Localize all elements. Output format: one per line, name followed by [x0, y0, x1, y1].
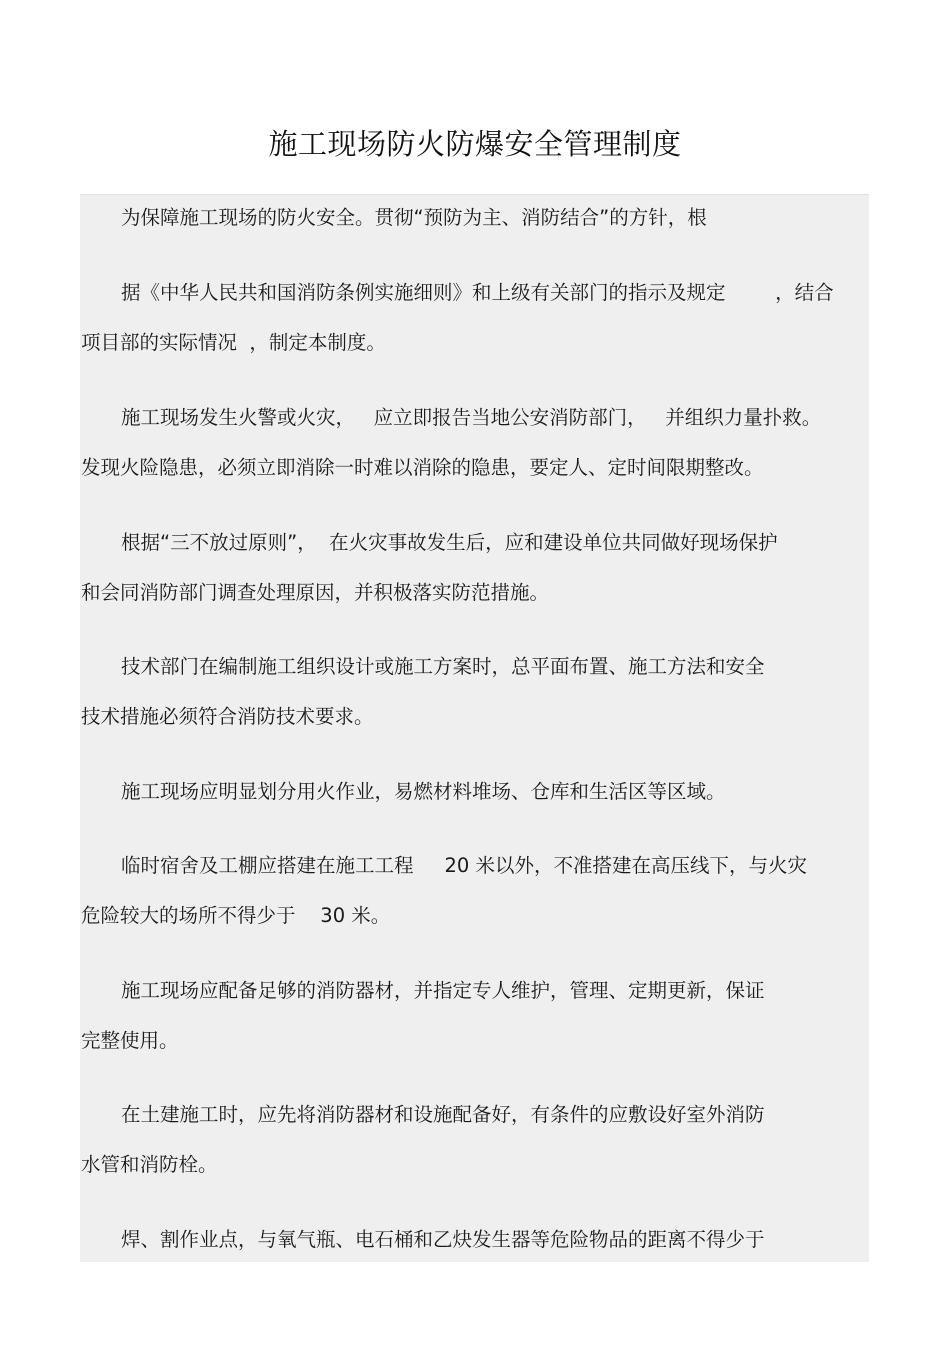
paragraph-line: 危险较大的场所不得少于 30 米。 — [81, 904, 391, 927]
paragraph-line: 施工现场发生火警或火灾， 应立即报告当地公安消防部门， 并组织力量扑救。 — [121, 406, 822, 429]
paragraph-line: 根据“三不放过原则”， 在火灾事故发生后，应和建设单位共同做好现场保护 — [121, 531, 778, 554]
paragraph-line: 项目部的实际情况 ，制定本制度。 — [81, 331, 386, 354]
paragraph-line: 完整使用。 — [81, 1029, 179, 1052]
paragraph-line: 技术措施必须符合消防技术要求。 — [81, 705, 374, 728]
paragraph-line: 技术部门在编制施工组织设计或施工方案时，总平面布置、施工方法和安全 — [121, 655, 765, 678]
paragraph-line: 施工现场应配备足够的消防器材，并指定专人维护，管理、定期更新，保证 — [121, 979, 765, 1002]
paragraph-line: 水管和消防栓。 — [81, 1153, 218, 1176]
paragraph-line: 为保障施工现场的防火安全。贯彻“预防为主、消防结合”的方针，根 — [121, 206, 707, 229]
paragraph-line: 在土建施工时，应先将消防器材和设施配备好，有条件的应敷设好室外消防 — [121, 1103, 765, 1126]
paragraph-line: 发现火险隐患，必须立即消除一时难以消除的隐患，要定人、定时间限期整改。 — [81, 456, 764, 479]
paragraph-line: 和会同消防部门调查处理原因，并积极落实防范措施。 — [81, 581, 550, 604]
document-title: 施工现场防火防爆安全管理制度 — [268, 127, 682, 161]
paragraph-line: 施工现场应明显划分用火作业，易燃材料堆场、仓库和生活区等区域。 — [121, 780, 726, 803]
paragraph-line: 临时宿舍及工棚应搭建在施工工程 20 米以外，不准搭建在高压线下，与火灾 — [121, 854, 808, 877]
paragraph-line: 据《中华人民共和国消防条例实施细则》和上级有关部门的指示及规定 ，结合 — [121, 281, 834, 304]
paragraph-line: 焊、割作业点，与氧气瓶、电石桶和乙炔发生器等危险物品的距离不得少于 — [121, 1228, 765, 1251]
